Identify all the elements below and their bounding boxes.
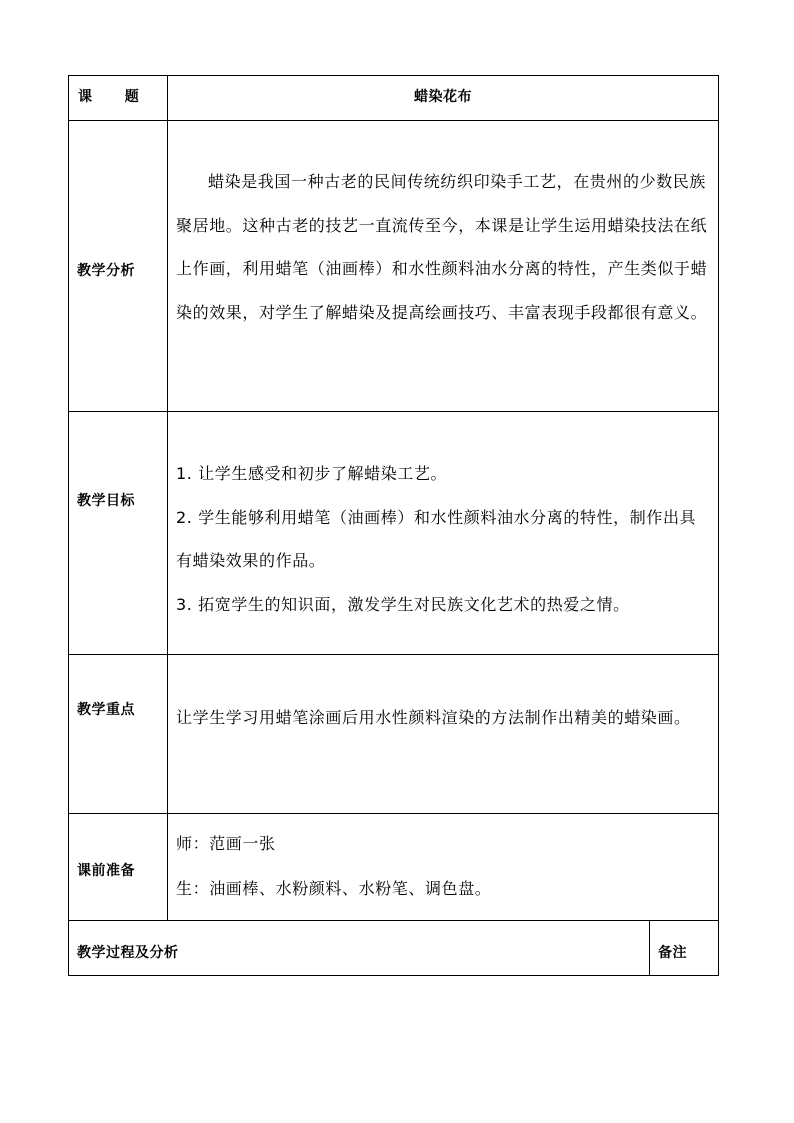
analysis-cell xyxy=(176,160,712,334)
notes-column-divider xyxy=(649,920,650,976)
table-border-top xyxy=(68,75,719,76)
topic-label: 课 题 xyxy=(78,89,140,105)
row-divider-2 xyxy=(68,411,719,412)
focus-cell xyxy=(176,696,712,740)
prep-teacher: 师：范画一张 xyxy=(176,834,276,853)
label-column-divider xyxy=(167,75,168,921)
row-divider-1 xyxy=(68,120,719,121)
goal-item-3: 3. 拓宽学生的知识面，激发学生对民族文化艺术的热爱之情。 xyxy=(176,594,630,614)
analysis-label: 教学分析 xyxy=(77,263,135,279)
goals-label: 教学目标 xyxy=(77,493,135,509)
focus-text: 让学生学习用蜡笔涂画后用水性颜料渲染的方法制作出精美的蜡染画。 xyxy=(176,708,691,727)
prep-student: 生：油画棒、水粉颜料、水粉笔、调色盘。 xyxy=(176,879,492,898)
notes-label: 备注 xyxy=(658,945,687,961)
row-divider-3 xyxy=(68,654,719,655)
row-divider-4 xyxy=(68,813,719,814)
table-border-bottom xyxy=(68,975,719,976)
topic-value: 蜡染花布 xyxy=(414,89,472,105)
table-border-right xyxy=(718,75,719,976)
goal-item-1: 1. 让学生感受和初步了解蜡染工艺。 xyxy=(176,464,448,483)
row-divider-5 xyxy=(68,920,719,921)
table-border-left xyxy=(68,75,69,976)
focus-label: 教学重点 xyxy=(77,702,135,718)
analysis-paragraph: 蜡染是我国一种古老的民间传统纺织印染手工艺，在贵州的少数民族聚居地。这种古老的技艺一直流传至今，本课是让学生运用蜡染技法在纸上作画，利用蜡笔（油画棒）和水性颜料油水分离的特性，产生类似于蜡染的效果，对学生了解蜡染及提高绘画技巧、丰富表现手段都很有意义。 xyxy=(176,172,708,322)
process-label: 教学过程及分析 xyxy=(77,945,179,961)
goal-item-2: 2. 学生能够利用蜡笔（油画棒）和水性颜料油水分离的特性，制作出具有蜡染效果的作品。 xyxy=(176,507,697,570)
prep-cell xyxy=(176,821,712,911)
goals-cell xyxy=(176,452,712,626)
prep-label: 课前准备 xyxy=(77,863,135,879)
